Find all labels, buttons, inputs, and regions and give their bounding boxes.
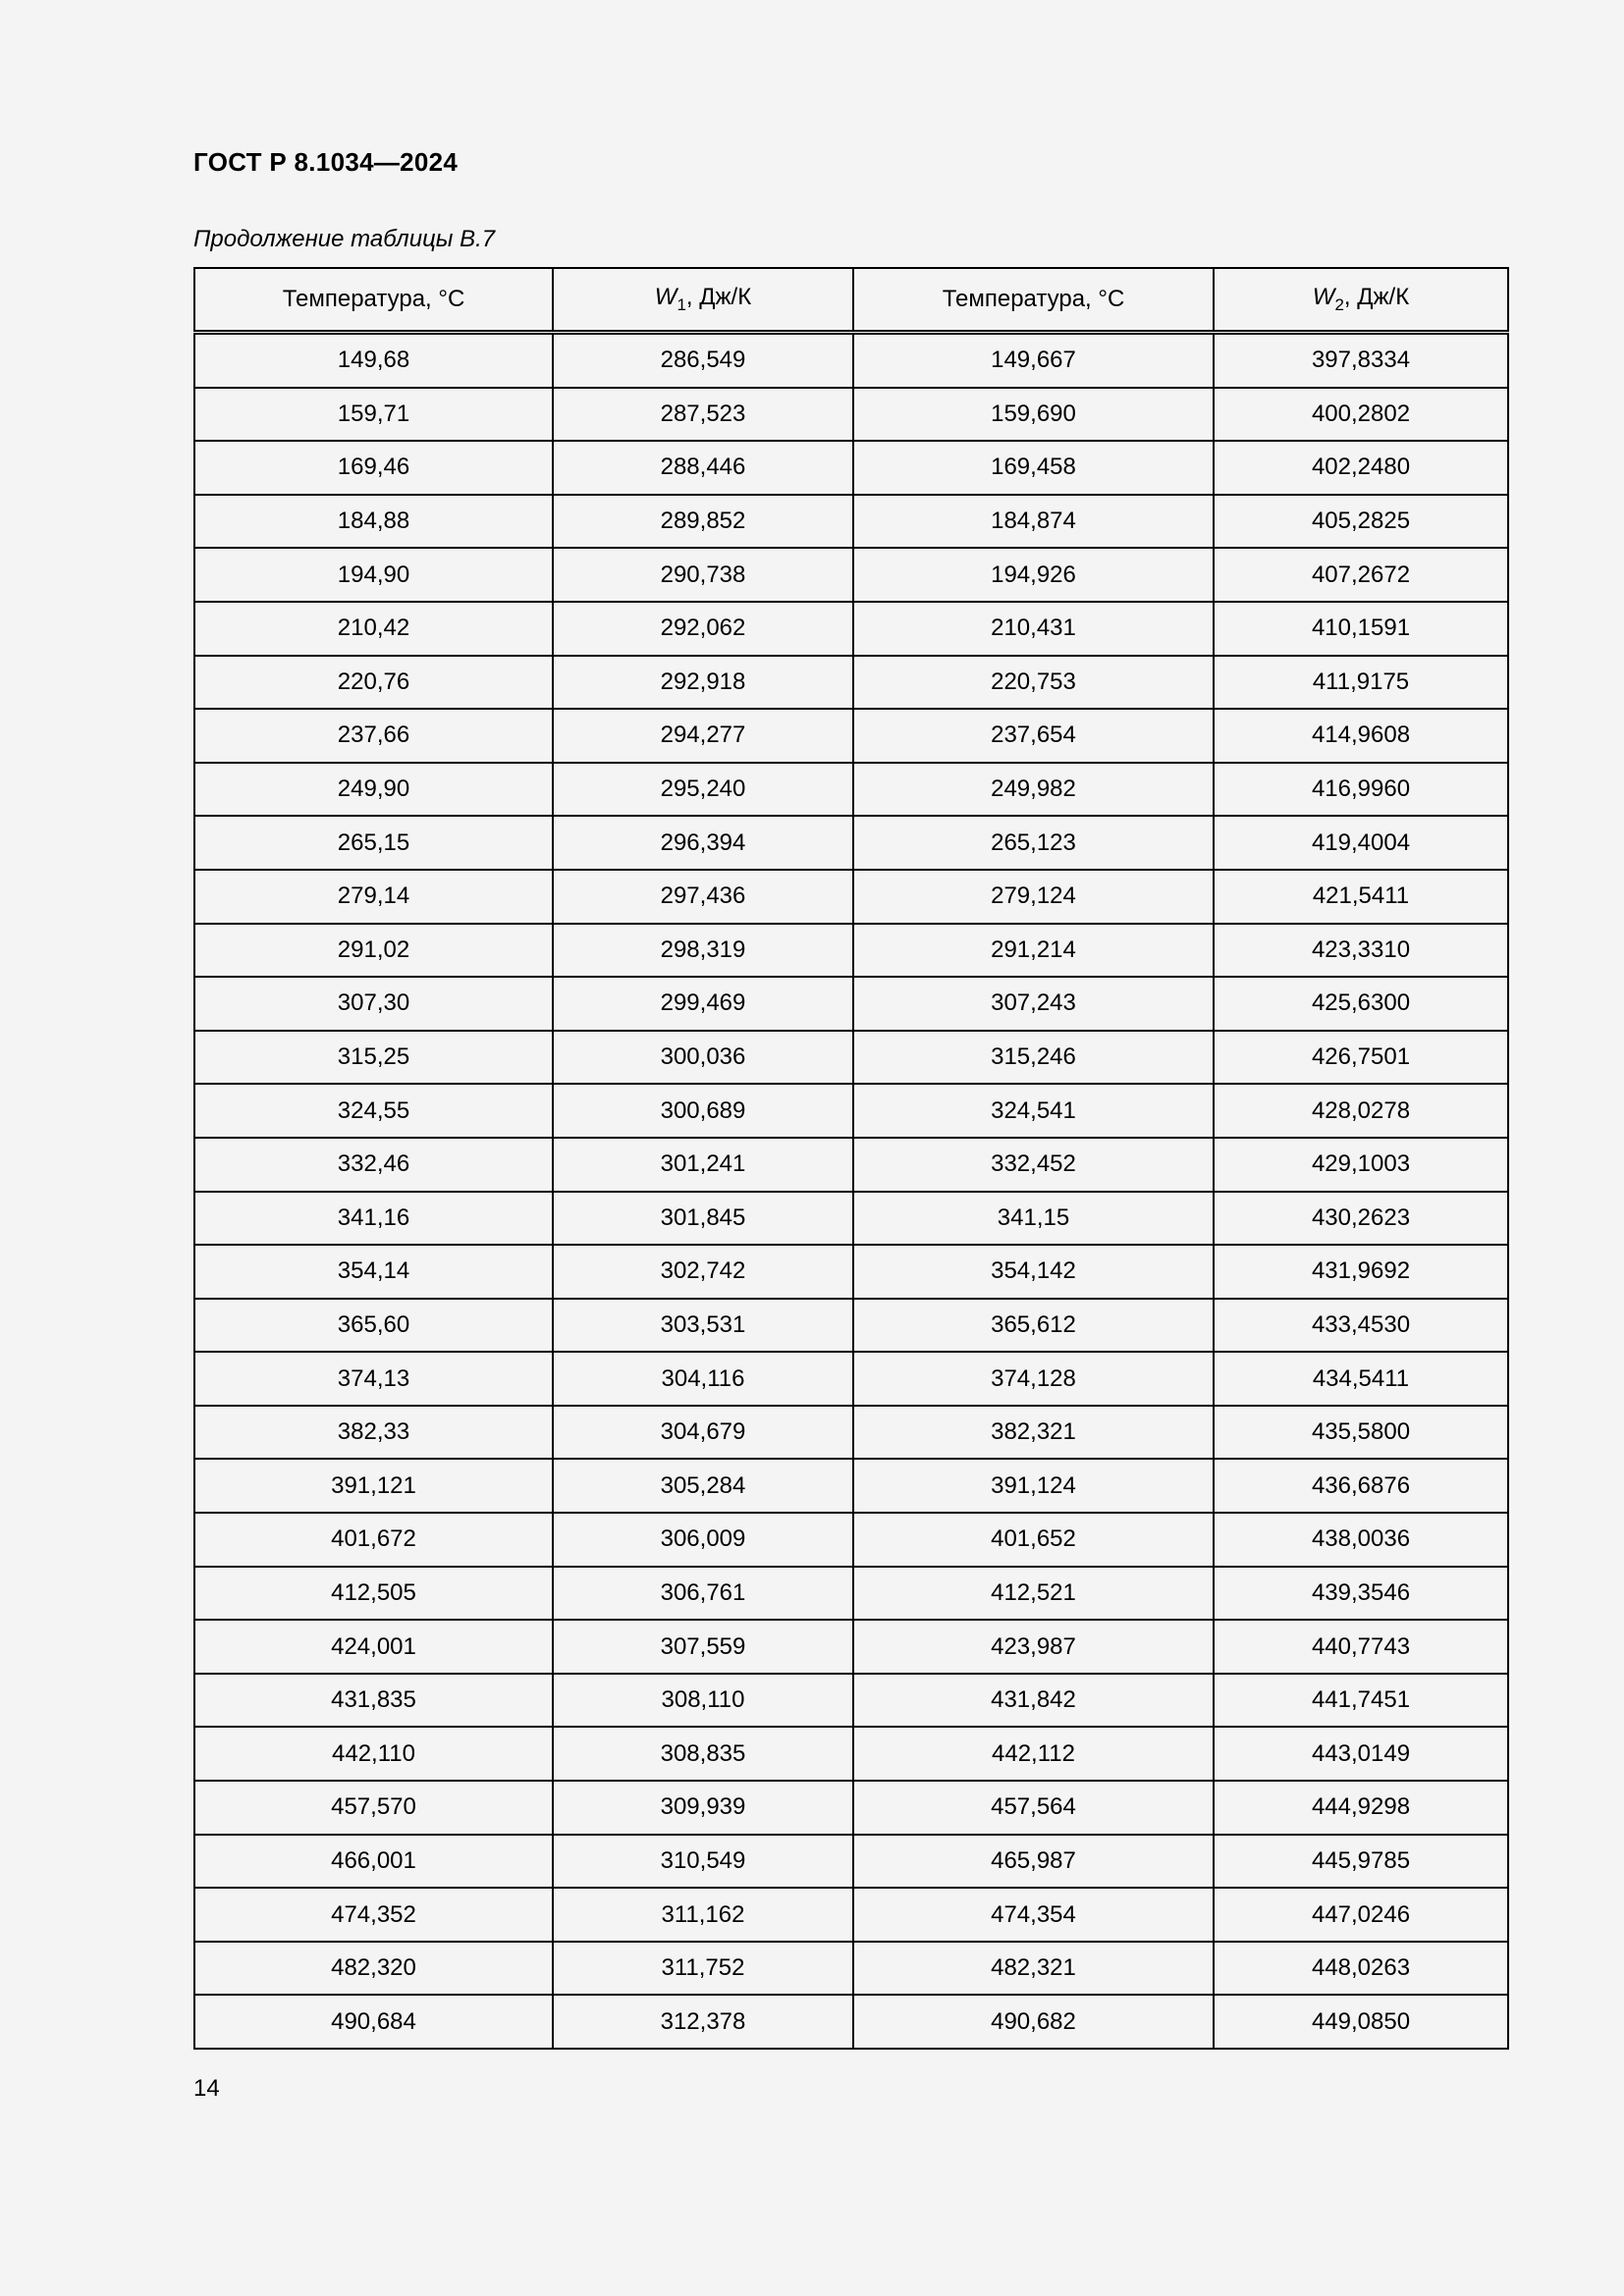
page-number: 14	[193, 2075, 220, 2102]
table-row	[194, 977, 1508, 1031]
w2-cell: 410,1591	[1214, 602, 1508, 656]
w2-cell: 444,9298	[1214, 1781, 1508, 1835]
temperature-2-cell: 291,214	[853, 924, 1214, 978]
w1-cell: 300,036	[553, 1031, 853, 1085]
w2-cell: 421,5411	[1214, 870, 1508, 924]
w1-cell: 308,835	[553, 1727, 853, 1781]
table-row	[194, 1084, 1508, 1138]
temperature-1-cell: 291,02	[194, 924, 553, 978]
table-row	[194, 1138, 1508, 1192]
table-row	[194, 1299, 1508, 1353]
temperature-1-cell: 265,15	[194, 816, 553, 870]
w1-cell: 292,062	[553, 602, 853, 656]
w1-cell: 305,284	[553, 1459, 853, 1513]
temperature-1-cell: 374,13	[194, 1352, 553, 1406]
table-row	[194, 1888, 1508, 1942]
column-header-w1	[553, 268, 853, 333]
w2-cell: 425,6300	[1214, 977, 1508, 1031]
table-row	[194, 816, 1508, 870]
temperature-1-cell: 431,835	[194, 1674, 553, 1728]
table-row	[194, 924, 1508, 978]
w2-unit: , Дж/К	[1343, 284, 1410, 310]
table-row	[194, 1406, 1508, 1460]
temperature-1-cell: 341,16	[194, 1192, 553, 1246]
table-row	[194, 1352, 1508, 1406]
temperature-1-cell: 324,55	[194, 1084, 553, 1138]
temperature-1-cell: 482,320	[194, 1942, 553, 1996]
table-row	[194, 709, 1508, 763]
w2-subscript: 2	[1334, 295, 1344, 314]
temperature-2-cell: 194,926	[853, 548, 1214, 602]
w2-cell: 411,9175	[1214, 656, 1508, 710]
w1-cell: 302,742	[553, 1245, 853, 1299]
temperature-2-cell: 184,874	[853, 495, 1214, 549]
w2-cell: 439,3546	[1214, 1567, 1508, 1621]
w1-cell: 300,689	[553, 1084, 853, 1138]
w2-cell: 449,0850	[1214, 1995, 1508, 2049]
temperature-2-cell: 149,667	[853, 333, 1214, 388]
temperature-2-cell: 401,652	[853, 1513, 1214, 1567]
w1-cell: 287,523	[553, 388, 853, 442]
temperature-2-cell: 341,15	[853, 1192, 1214, 1246]
w2-cell: 429,1003	[1214, 1138, 1508, 1192]
data-table	[193, 267, 1509, 2050]
w1-cell: 307,559	[553, 1620, 853, 1674]
temperature-2-cell: 442,112	[853, 1727, 1214, 1781]
w1-cell: 290,738	[553, 548, 853, 602]
table-row	[194, 1245, 1508, 1299]
w2-cell: 414,9608	[1214, 709, 1508, 763]
temperature-1-cell: 457,570	[194, 1781, 553, 1835]
temperature-2-cell: 265,123	[853, 816, 1214, 870]
table-row	[194, 333, 1508, 388]
table-row	[194, 441, 1508, 495]
w1-cell: 312,378	[553, 1995, 853, 2049]
temperature-1-cell: 466,001	[194, 1835, 553, 1889]
temperature-1-cell: 237,66	[194, 709, 553, 763]
temperature-1-cell: 184,88	[194, 495, 553, 549]
temperature-2-cell: 391,124	[853, 1459, 1214, 1513]
table-row	[194, 1674, 1508, 1728]
w1-cell: 303,531	[553, 1299, 853, 1353]
w1-cell: 288,446	[553, 441, 853, 495]
w2-cell: 440,7743	[1214, 1620, 1508, 1674]
temperature-2-cell: 210,431	[853, 602, 1214, 656]
w2-cell: 435,5800	[1214, 1406, 1508, 1460]
temperature-2-cell: 423,987	[853, 1620, 1214, 1674]
w1-cell: 294,277	[553, 709, 853, 763]
w1-unit: , Дж/К	[685, 284, 752, 310]
table-row	[194, 495, 1508, 549]
w1-cell: 292,918	[553, 656, 853, 710]
table-row	[194, 1031, 1508, 1085]
w1-cell: 304,116	[553, 1352, 853, 1406]
w2-cell: 431,9692	[1214, 1245, 1508, 1299]
temperature-2-cell: 354,142	[853, 1245, 1214, 1299]
w1-cell: 310,549	[553, 1835, 853, 1889]
temperature-1-cell: 149,68	[194, 333, 553, 388]
temperature-1-cell: 391,121	[194, 1459, 553, 1513]
w2-cell: 419,4004	[1214, 816, 1508, 870]
w2-cell: 430,2623	[1214, 1192, 1508, 1246]
table-row	[194, 548, 1508, 602]
w1-cell: 311,752	[553, 1942, 853, 1996]
w2-cell: 405,2825	[1214, 495, 1508, 549]
temperature-1-cell: 169,46	[194, 441, 553, 495]
w1-cell: 301,845	[553, 1192, 853, 1246]
w2-cell: 434,5411	[1214, 1352, 1508, 1406]
table-row	[194, 1192, 1508, 1246]
temperature-2-cell: 382,321	[853, 1406, 1214, 1460]
column-header-temperature-2: Температура, °С	[853, 268, 1214, 333]
temperature-1-cell: 382,33	[194, 1406, 553, 1460]
table-header-row	[194, 268, 1508, 333]
temperature-2-cell: 474,354	[853, 1888, 1214, 1942]
w1-cell: 286,549	[553, 333, 853, 388]
w1-cell: 306,761	[553, 1567, 853, 1621]
table-row	[194, 763, 1508, 817]
w1-cell: 298,319	[553, 924, 853, 978]
temperature-1-cell: 442,110	[194, 1727, 553, 1781]
temperature-2-cell: 220,753	[853, 656, 1214, 710]
w2-cell: 428,0278	[1214, 1084, 1508, 1138]
w2-cell: 423,3310	[1214, 924, 1508, 978]
temperature-2-cell: 490,682	[853, 1995, 1214, 2049]
w2-cell: 441,7451	[1214, 1674, 1508, 1728]
temperature-1-cell: 249,90	[194, 763, 553, 817]
temperature-1-cell: 194,90	[194, 548, 553, 602]
temperature-2-cell: 324,541	[853, 1084, 1214, 1138]
temperature-1-cell: 279,14	[194, 870, 553, 924]
w2-cell: 416,9960	[1214, 763, 1508, 817]
w1-cell: 311,162	[553, 1888, 853, 1942]
temperature-1-cell: 220,76	[194, 656, 553, 710]
w2-cell: 447,0246	[1214, 1888, 1508, 1942]
table-caption: Продолжение таблицы В.7	[193, 226, 496, 252]
table-row	[194, 1620, 1508, 1674]
temperature-1-cell: 401,672	[194, 1513, 553, 1567]
document-header: ГОСТ Р 8.1034—2024	[193, 147, 459, 177]
w1-cell: 296,394	[553, 816, 853, 870]
temperature-1-cell: 210,42	[194, 602, 553, 656]
w1-cell: 309,939	[553, 1781, 853, 1835]
temperature-2-cell: 279,124	[853, 870, 1214, 924]
w2-cell: 400,2802	[1214, 388, 1508, 442]
temperature-2-cell: 307,243	[853, 977, 1214, 1031]
temperature-2-cell: 315,246	[853, 1031, 1214, 1085]
w2-symbol: W	[1312, 284, 1335, 310]
temperature-1-cell: 412,505	[194, 1567, 553, 1621]
w2-cell: 445,9785	[1214, 1835, 1508, 1889]
temperature-2-cell: 169,458	[853, 441, 1214, 495]
table-row	[194, 1567, 1508, 1621]
table-body	[194, 333, 1508, 2050]
w1-cell: 301,241	[553, 1138, 853, 1192]
table-row	[194, 1513, 1508, 1567]
table-row	[194, 1835, 1508, 1889]
table-row	[194, 602, 1508, 656]
w2-cell: 402,2480	[1214, 441, 1508, 495]
table-row	[194, 656, 1508, 710]
table-row	[194, 1995, 1508, 2049]
column-header-w2	[1214, 268, 1508, 333]
w2-cell: 448,0263	[1214, 1942, 1508, 1996]
table-row	[194, 870, 1508, 924]
temperature-2-cell: 457,564	[853, 1781, 1214, 1835]
temperature-1-cell: 332,46	[194, 1138, 553, 1192]
w1-cell: 304,679	[553, 1406, 853, 1460]
w2-cell: 397,8334	[1214, 333, 1508, 388]
w2-cell: 426,7501	[1214, 1031, 1508, 1085]
temperature-1-cell: 424,001	[194, 1620, 553, 1674]
temperature-2-cell: 159,690	[853, 388, 1214, 442]
w1-symbol: W	[654, 284, 677, 310]
temperature-2-cell: 249,982	[853, 763, 1214, 817]
w2-cell: 433,4530	[1214, 1299, 1508, 1353]
temperature-1-cell: 354,14	[194, 1245, 553, 1299]
temperature-2-cell: 332,452	[853, 1138, 1214, 1192]
temperature-1-cell: 307,30	[194, 977, 553, 1031]
temperature-1-cell: 474,352	[194, 1888, 553, 1942]
w1-subscript: 1	[677, 295, 686, 314]
w1-cell: 306,009	[553, 1513, 853, 1567]
w1-cell: 308,110	[553, 1674, 853, 1728]
w1-cell: 295,240	[553, 763, 853, 817]
w2-cell: 438,0036	[1214, 1513, 1508, 1567]
table-row	[194, 1459, 1508, 1513]
table-row	[194, 1942, 1508, 1996]
table-row	[194, 1781, 1508, 1835]
temperature-2-cell: 365,612	[853, 1299, 1214, 1353]
temperature-2-cell: 412,521	[853, 1567, 1214, 1621]
w2-cell: 443,0149	[1214, 1727, 1508, 1781]
temperature-2-cell: 431,842	[853, 1674, 1214, 1728]
column-header-temperature-1: Температура, °С	[194, 268, 553, 333]
temperature-2-cell: 465,987	[853, 1835, 1214, 1889]
temperature-2-cell: 237,654	[853, 709, 1214, 763]
w2-cell: 436,6876	[1214, 1459, 1508, 1513]
table-row	[194, 1727, 1508, 1781]
table-row	[194, 388, 1508, 442]
temperature-1-cell: 490,684	[194, 1995, 553, 2049]
temperature-2-cell: 374,128	[853, 1352, 1214, 1406]
w1-cell: 299,469	[553, 977, 853, 1031]
w1-cell: 297,436	[553, 870, 853, 924]
temperature-2-cell: 482,321	[853, 1942, 1214, 1996]
w1-cell: 289,852	[553, 495, 853, 549]
temperature-1-cell: 159,71	[194, 388, 553, 442]
w2-cell: 407,2672	[1214, 548, 1508, 602]
temperature-1-cell: 315,25	[194, 1031, 553, 1085]
temperature-1-cell: 365,60	[194, 1299, 553, 1353]
